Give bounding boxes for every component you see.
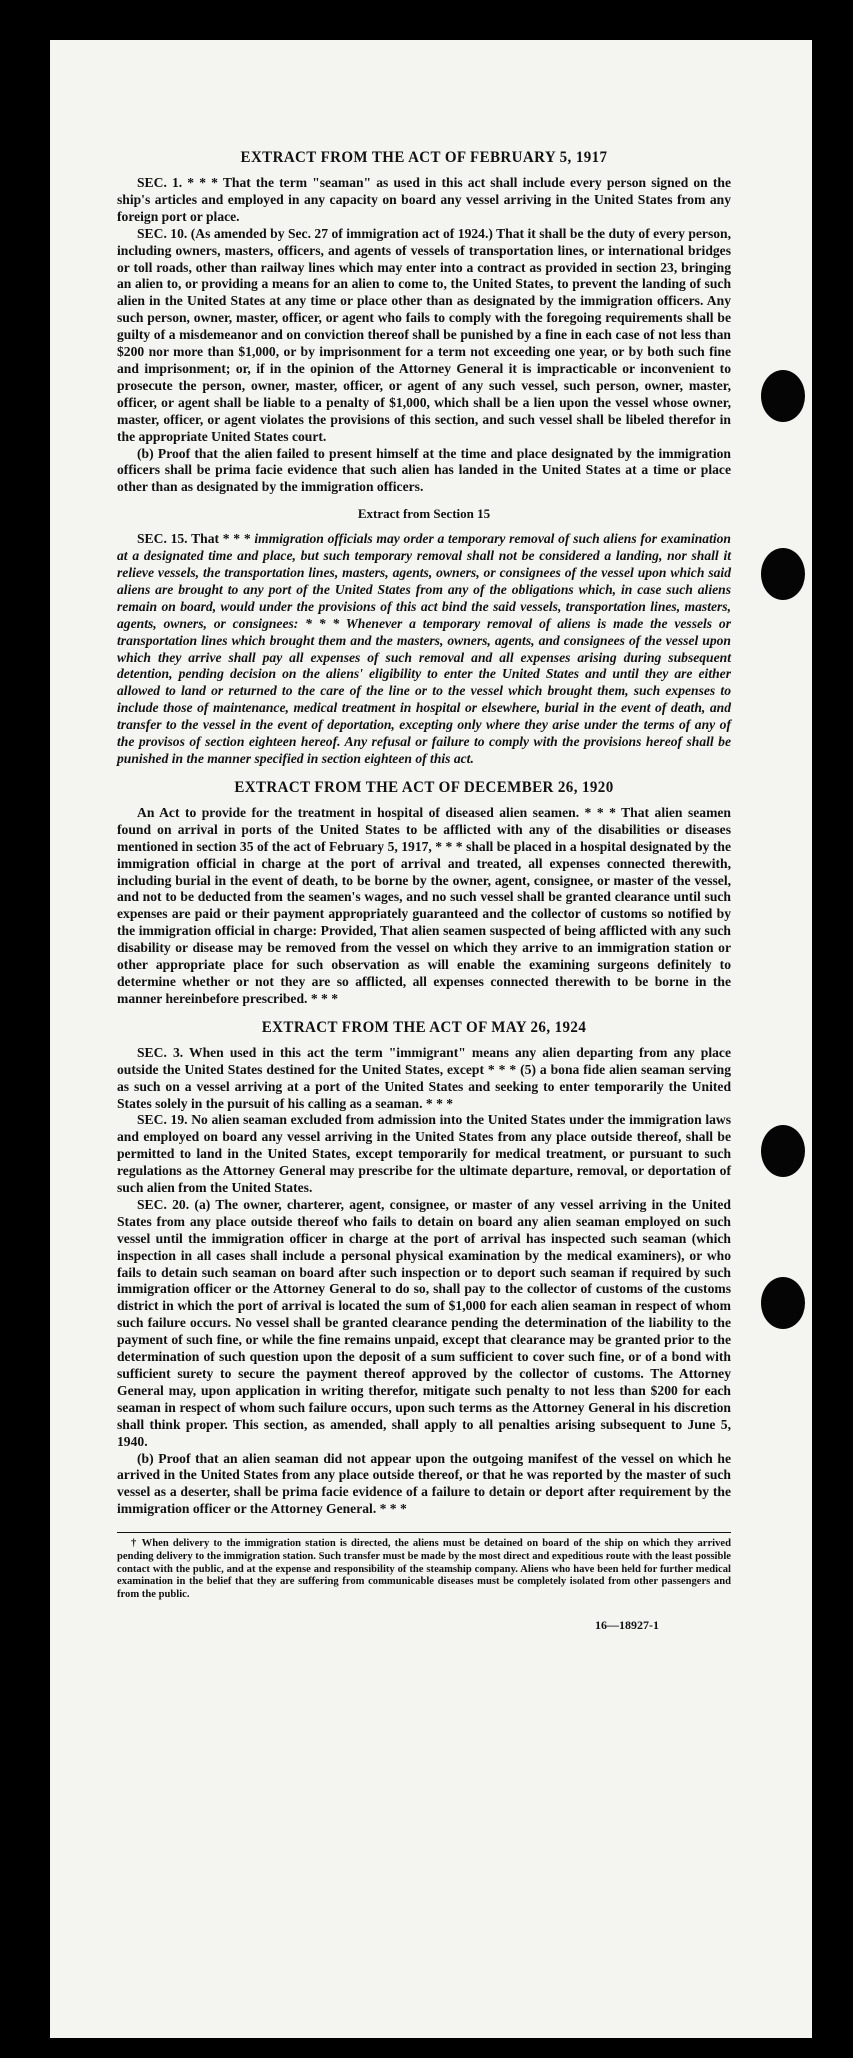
sec-20-b-paragraph: (b) Proof that an alien seaman did not appear upon the outgoing manifest of the vessel on which he arrived in the United States from any place outside thereof, or that he was reported by the master of such vessel as a deserter, shall be prima facie evidence of a failure to detain or deport after requirement by the immigration officer or the Attorney General. * * * [117,1450,731,1517]
heading-act-feb-1917: EXTRACT FROM THE ACT OF FEBRUARY 5, 1917 [240,149,608,167]
document-content [117,150,731,1633]
heading-act-may-1924: EXTRACT FROM THE ACT OF MAY 26, 1924 [261,1019,587,1037]
document-page [50,40,812,2038]
punch-hole [761,548,805,600]
sec-3-paragraph: SEC. 3. When used in this act the term "immigrant" means any alien departing from any place outside the United States destined for the United States, except * * * (5) a bona fide alien seaman serving as such on a vessel arriving at a port of the United States and seeking to enter temporarily the United States solely in the pursuit of his calling as a seaman. * * * [117,1044,731,1111]
punch-hole [761,370,805,422]
dec-1920-paragraph: An Act to provide for the treatment in hospital of diseased alien seamen. * * * That alien seamen found on arrival in ports of the United States to be afflicted with any of the disabilities or diseases mentioned in section 35 of the act of February 5, 1917, * * * shall be placed in a hospital designated by the immigration official in charge at the port of arrival and treated, all expenses connected therewith, including burial in the event of death, to be borne by the owner, agent, consignee, or master of the vessel, and not to be deducted from the seamen's wages, and no such vessel shall be granted clearance until such expenses are paid or their payment appropriately guaranteed and the collector of customs so notified by the immigration official in charge: Provided, That alien seamen suspected of being afflicted with any such disability or disease may be removed from the vessel on which they arrive to an immigration station or other appropriate place for such observation as will enable the examining surgeons definitely to determine whether or not they are so afflicted, all expenses connected therewith to be borne in the manner hereinbefore prescribed. * * * [117,804,731,1006]
heading-section-15: Extract from Section 15 [357,506,491,522]
footnote-text: † When delivery to the immigration station is directed, the aliens must be detained on board of the ship on which they arrived pending delivery to the immigration station. Such transfer must be made by the most direct and expeditious route with the least possible contact with the public, and at the expense and responsibility of the steamship company. Aliens who have been held for further medical examination in the belief that they are suffering from communicable diseases must be completely isolated from other passengers and from the public. [117,1538,731,1600]
section-15 [117,531,731,768]
sec-1-paragraph: SEC. 1. * * * That the term "seaman" as used in this act shall include every person signed on the ship's articles and employed in any capacity on board any vessel arriving in the United States from any foreign port or place. [117,175,731,224]
punch-hole [761,1277,805,1329]
sec-15-lead: SEC. 15. That * * * [137,531,255,547]
section-dec-1920 [117,805,731,1008]
footnote [117,1532,731,1602]
sec-19-paragraph: SEC. 19. No alien seaman excluded from admission into the United States under the immigration laws and employed on board any vessel arriving in the United States from any place outside thereof, shall be permitted to land in the United States, except temporarily for medical treatment, or pursuant to such regulations as the Attorney General may prescribe for the ultimate departure, removal, or deportation of such alien from the United States. [117,1112,731,1196]
sec-15-body: immigration officials may order a temporary removal of such aliens for examination at a designated time and place, but such temporary removal shall not be considered a landing, nor shall it relieve vessels, the transportation lines, masters, agents, owners, or consignees of the vessel upon which said aliens are brought to any port of the United States from any of the obligations which, in case such aliens remain on board, would under the provisions of this act bind the said vessels, transportation lines, masters, agents, owners, or consignees: * * * Whenever a temporary removal of aliens is made the vessels or transportation lines which brought them and the masters, owners, agents, and consignees of the vessel upon which they arrive shall pay all expenses of such removal and all expenses arising during subsequent detention, pending decision on the aliens' eligibility to enter the United States and until they are either allowed to land or returned to the care of the line or to the vessel which brought them, such expenses to include those of maintenance, medical treatment in hospital or elsewhere, burial in the event of death, and transfer to the vessel in the event of deportation, excepting only where they arise under the terms of any of the provisos of section eighteen hereof. Any refusal or failure to comply with the provisions hereof shall be punished in the manner specified in section eighteen of this act. [117,531,731,766]
sec-20-a-paragraph: SEC. 20. (a) The owner, charterer, agent, consignee, or master of any vessel arriving in the United States from any place outside thereof who fails to detain on board any alien seaman employed on such vessel until the immigration officer in charge at the port of arrival has inspected such seaman (which inspection in all cases shall include a personal physical examination by the medical examiners), or who fails to detain such seaman on board after such inspection or to deport such seaman if required by such immigration officer or the Attorney General to do so, shall pay to the collector of customs of the customs district in which the port of arrival is located the sum of $1,000 for each alien seaman in respect of whom such failure occurs. No vessel shall be granted clearance pending the determination of the liability to the payment of such fine, or while the fine remains unpaid, except that clearance may be granted prior to the determination of such question upon the deposit of a sum sufficient to cover such fine, or of a bond with sufficient surety to secure the payment thereof approved by the collector of customs. The Attorney General may, upon application in writing therefor, mitigate such penalty to not less than $200 for each seaman in respect of whom such failure occurs, upon such terms as the Attorney General in his discretion shall think proper. This section, as amended, shall apply to all penalties arising subsequent to June 5, 1940. [117,1196,731,1449]
section-may-1924 [117,1045,731,1518]
punch-hole [761,1125,805,1177]
sec-10-paragraph: SEC. 10. (As amended by Sec. 27 of immigration act of 1924.) That it shall be the duty of every person, including owners, masters, officers, and agents of vessels of transportation lines, or international bridges or toll roads, other than railway lines which may enter into a contract as provided in section 23, bringing an alien to, or providing a means for an alien to come to, the United States, to prevent the landing of such alien in the United States at any time or place other than as designated by the immigration officers. Any such person, owner, master, officer, or agent who fails to comply with the foregoing requirements shall be guilty of a misdemeanor and on conviction thereof shall be punished by a fine in each case of not less than $200 nor more than $1,000, or by imprisonment for a term not exceeding one year, or by both such fine and imprisonment; or, if in the opinion of the Attorney General it is impracticable or inconvenient to prosecute the person, owner, master, officer, or agent of any such vessel, such person, owner, master, officer, or agent shall be liable to a penalty of $1,000, which shall be a lien upon the vessel whose owner, master, officer, or agent violates the provisions of this section, and such vessel shall be libeled therefor in the appropriate United States court. [117,225,731,444]
sec-10-b-paragraph: (b) Proof that the alien failed to present himself at the time and place designated by the immigration officers shall be prima facie evidence that such alien has landed in the United States at a time or place other than as designated by the immigration officers. [117,445,731,495]
section-feb-1917 [117,175,731,496]
sec-15-paragraph [117,531,731,768]
heading-act-dec-1920: EXTRACT FROM THE ACT OF DECEMBER 26, 1920 [234,779,614,797]
document-number: 16—18927-1 [595,1617,659,1632]
